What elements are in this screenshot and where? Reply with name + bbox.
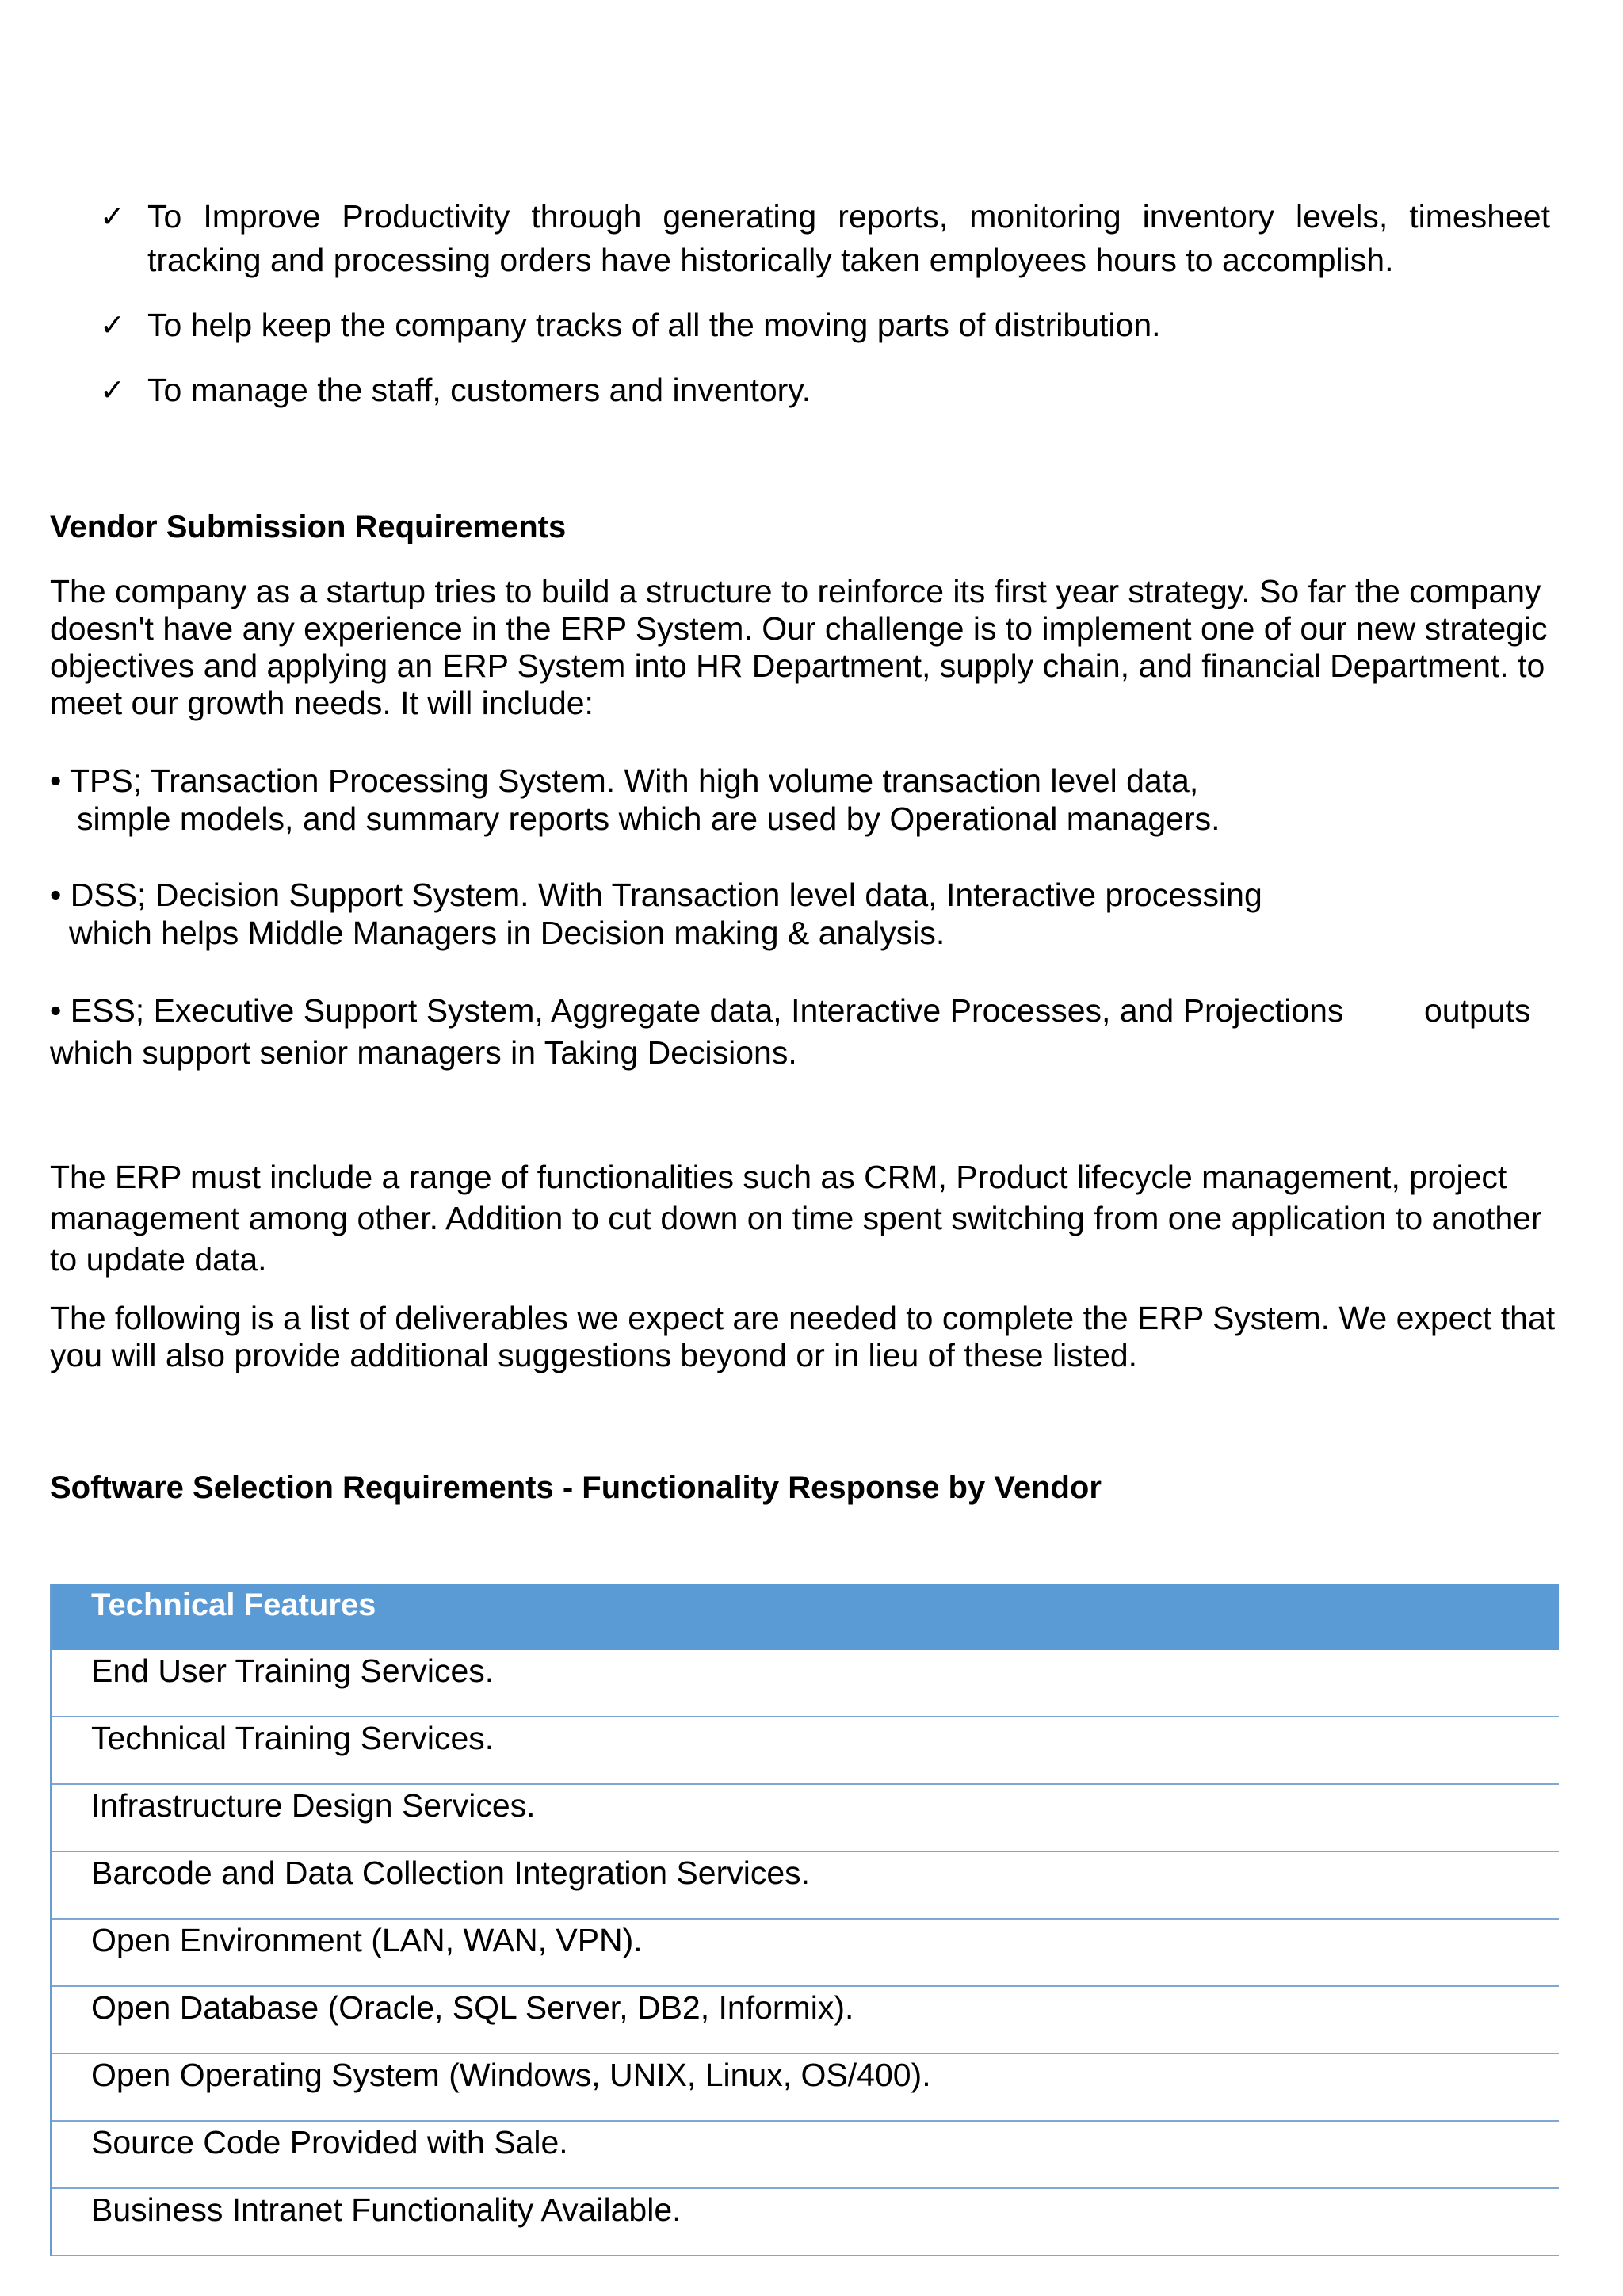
system-item-tps bbox=[50, 762, 1556, 838]
checkmark-icon: ✓ bbox=[100, 372, 125, 407]
checklist-item-text: To Improve Productivity through generating reports, monitoring inventory levels, timesheet tracking and processing orders have historically taken employees hours to accomplish. bbox=[147, 198, 1550, 278]
system-item-line-end: outputs bbox=[1424, 992, 1531, 1029]
vendor-intro-paragraph: The company as a startup tries to build a structure to reinforce its first year strategy. So far the company doesn't have any experience in the ERP System. Our challenge is to implement one of our new strategic objectives and applying an ERP System into HR Department, supply chain, and financial Department. to meet our growth needs. It will include: bbox=[50, 573, 1548, 721]
system-item-line: which support senior managers in Taking Decisions. bbox=[50, 1034, 797, 1071]
system-item-line: simple models, and summary reports which are used by Operational managers. bbox=[77, 800, 1220, 837]
table-row: Technical Training Services. bbox=[52, 1717, 1559, 1785]
system-item-ess bbox=[50, 990, 1556, 1074]
software-requirements-heading: Software Selection Requirements - Functionality Response by Vendor bbox=[50, 1470, 1102, 1505]
system-item-line: • DSS; Decision Support System. With Transaction level data, Interactive processing bbox=[50, 877, 1262, 913]
table-row: Open Environment (LAN, WAN, VPN). bbox=[52, 1920, 1559, 1987]
table-row: Barcode and Data Collection Integration Services. bbox=[52, 1852, 1559, 1920]
system-item-line: • ESS; Executive Support System, Aggregate data, Interactive Processes, and Projections bbox=[50, 992, 1344, 1029]
deliverables-paragraph: The following is a list of deliverables we expect are needed to complete the ERP System. We expect that you will also provide additional suggestions beyond or in lieu of these listed. bbox=[50, 1300, 1556, 1373]
table-row: End User Training Services. bbox=[52, 1650, 1559, 1717]
checkmark-icon: ✓ bbox=[100, 308, 125, 342]
objectives-checklist bbox=[100, 195, 1550, 434]
checklist-item-text: To help keep the company tracks of all the moving parts of distribution. bbox=[147, 307, 1161, 343]
table-header: Technical Features bbox=[52, 1584, 1559, 1650]
erp-functionality-paragraph: The ERP must include a range of functionalities such as CRM, Product lifecycle management, project management among other. Addition to cut down on time spent switching from one application to another to update data. bbox=[50, 1159, 1542, 1278]
checklist-item bbox=[100, 369, 1550, 412]
table-row: Open Database (Oracle, SQL Server, DB2, Informix). bbox=[52, 1987, 1559, 2054]
system-item-line: which helps Middle Managers in Decision making & analysis. bbox=[69, 915, 945, 951]
checklist-item bbox=[100, 195, 1550, 282]
table-row: Business Intranet Functionality Available. bbox=[52, 2189, 1559, 2256]
table-row: Infrastructure Design Services. bbox=[52, 1785, 1559, 1852]
checklist-item-text: To manage the staff, customers and inventory. bbox=[147, 372, 812, 408]
checklist-item bbox=[100, 304, 1550, 347]
vendor-requirements-heading: Vendor Submission Requirements bbox=[50, 510, 567, 544]
table-row: Source Code Provided with Sale. bbox=[52, 2122, 1559, 2189]
system-item-dss bbox=[50, 876, 1556, 952]
system-item-line: • TPS; Transaction Processing System. With high volume transaction level data, bbox=[50, 762, 1199, 799]
technical-features-table bbox=[50, 1584, 1559, 2256]
checkmark-icon: ✓ bbox=[100, 199, 125, 234]
table-row: Open Operating System (Windows, UNIX, Linux, OS/400). bbox=[52, 2054, 1559, 2122]
